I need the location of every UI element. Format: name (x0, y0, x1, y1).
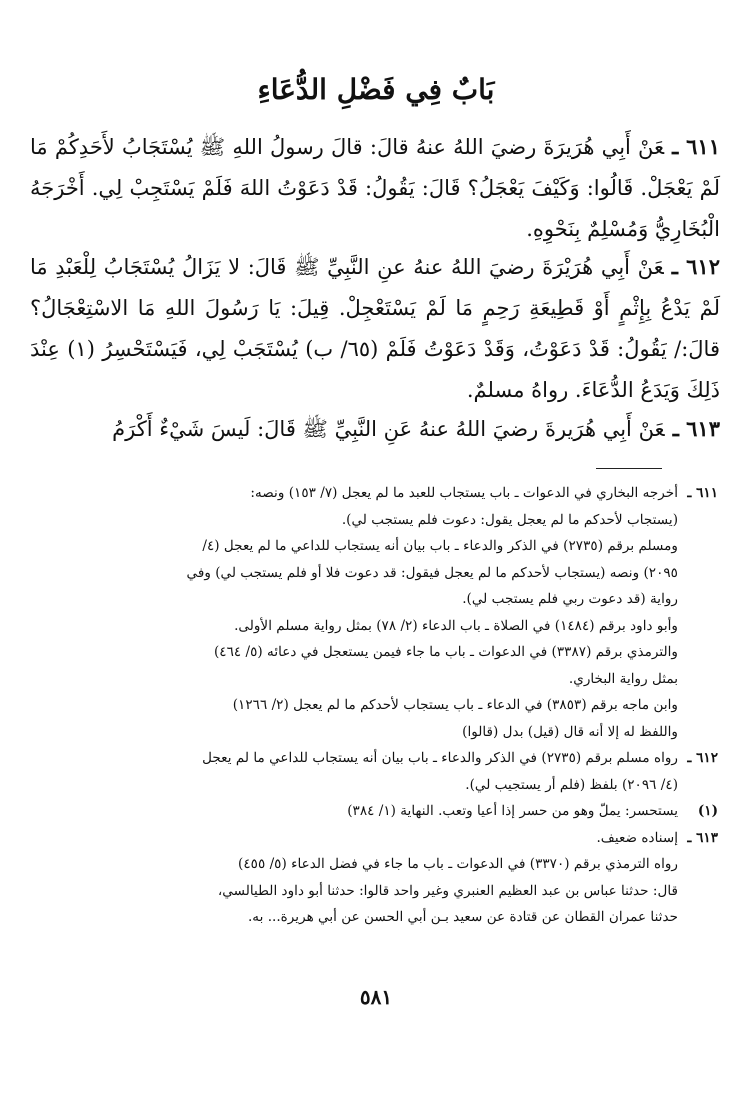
hadith-612 (30, 246, 720, 411)
footnote-divider (596, 468, 662, 469)
hadith-text: عَنْ أَبِي هُرَيرةَ رضيَ اللهُ عنهُ عَنِ النَّبِيِّ ﷺ قَالَ: لَيسَ شَيْءٌ أَكْرَمُ (112, 417, 665, 441)
hadith-611 (30, 126, 720, 250)
hadith-613 (30, 408, 720, 450)
footnote-line: واللفظ له إلا أنه قال (قيل) بدل (قالوا) (462, 723, 678, 740)
footnote-line: حدثنا عمران القطان عن قتادة عن سعيد بـن أبي الحسن عن أبي هريرة... به. (247, 909, 678, 925)
footnote-line: (٤/ ٢٠٩٦) بلفظ (فلم أر يستجيب لي). (465, 776, 678, 793)
footnote-line: قال: حدثنا عباس بن عبد العظيم العنبري وغير واحد قالوا: حدثنا أبو داود الطيالسي، (217, 882, 678, 899)
footnote-line: رواية (قد دعوت ربي فلم يستجب لي). (462, 591, 678, 607)
footnote-line: بمثل رواية البخاري. (568, 670, 678, 687)
footnote-line: ٦١١ ـأخرجه البخاري في الدعوات ـ باب يستجاب للعبد ما لم يعجل (٧/ ١٥٣) ونصه: (250, 485, 718, 501)
footnote-line: (١)يستحسر: يملّ وهو من حسر إذا أعيا وتعب. النهاية (١/ ٣٨٤) (347, 803, 718, 819)
hadith-number: ٦١٣ ـ (672, 416, 720, 441)
hadith-text: عَنْ أَبِي هُرَيْرَةَ رضيَ اللهُ عنهُ عنِ النَّبِيِّ ﷺ قَالَ: لا يَزَالُ يُسْتَجَابُ لِلْعَبْدِ مَا لَمْ يَدْعُ بِإِثْمٍ أَوْ قَطِيعَةِ رَحِمٍ مَا لَمْ يَسْتَعْجِلْ. قِيلَ: يَا رَسُولَ اللهِ مَا الاسْتِعْجَالُ؟ قالَ:/ يَقُولُ: قَدْ دَعَوْتُ، وَقَدْ دَعَوْتُ فَلَمْ (٦٥/ ب) يُسْتَجَبْ لِي، فَيَسْتَحْسِرُ (١) عِنْدَ ذَلِكَ وَيَدَعُ الدُّعَاءَ. رواهُ مسلمٌ. (30, 255, 720, 402)
footnotes (58, 480, 718, 931)
page-number: ٥٨١ (359, 985, 393, 1009)
footnote-line: والترمذي برقم (٣٣٨٧) في الدعوات ـ باب ما جاء فيمن يستعجل في دعائه (٥/ ٤٦٤) (213, 644, 678, 660)
footnote-line: وأبو داود برقم (١٤٨٤) في الصلاة ـ باب الدعاء (٢/ ٧٨) بمثل رواية مسلم الأولى. (234, 617, 678, 634)
footnote-line: ٢٠٩٥) ونصه (يستجاب لأحدكم ما لم يعجل فيقول: قد دعوت فلا أو فلم يستجب لي) وفي (186, 564, 678, 581)
hadith-number: ٦١١ ـ (672, 134, 720, 159)
footnote-line: ٦١٢ ـرواه مسلم برقم (٢٧٣٥) في الذكر والدعاء ـ باب بيان أنه يستجاب للداعي ما لم يعجل (202, 750, 718, 766)
footnote-line: رواه الترمذي برقم (٣٣٧٠) في الدعوات ـ باب ما جاء في فضل الدعاء (٥/ ٤٥٥) (238, 856, 678, 872)
chapter-title: بَابٌ فِي فَضْلِ الدُّعَاءِ (257, 73, 495, 106)
hadith-number: ٦١٢ ـ (671, 254, 720, 279)
footnote-line: وابن ماجه برقم (٣٨٥٣) في الدعاء ـ باب يستجاب لأحدكم ما لم يعجل (٢/ ١٢٦٦) (232, 697, 678, 713)
hadith-text: عَنْ أَبِي هُرَيرَةَ رضيَ اللهُ عنهُ قالَ: قالَ رسولُ اللهِ ﷺ يُسْتَجَابُ لأَحَدِكُمْ مَا لَمْ يَعْجَلْ. قَالُوا: وَكَيْفَ يَعْجَلُ؟ قَالَ: يَقُولُ: قَدْ دَعَوْتُ اللهَ فَلَمْ يَسْتَجِبْ لِي. أَخْرَجَهُ الْبُخَارِيُّ وَمُسْلِمٌ بِنَحْوِهِ. (30, 135, 720, 241)
footnote-line: (يستجاب لأحدكم ما لم يعجل يقول: دعوت فلم يستجب لي). (341, 511, 678, 528)
footnote-line: ٦١٣ ـإسناده ضعيف. (596, 829, 718, 846)
footnote-line: ومسلم برقم (٢٧٣٥) في الذكر والدعاء ـ باب بيان أنه يستجاب للداعي ما لم يعجل (٤/ (202, 538, 678, 554)
